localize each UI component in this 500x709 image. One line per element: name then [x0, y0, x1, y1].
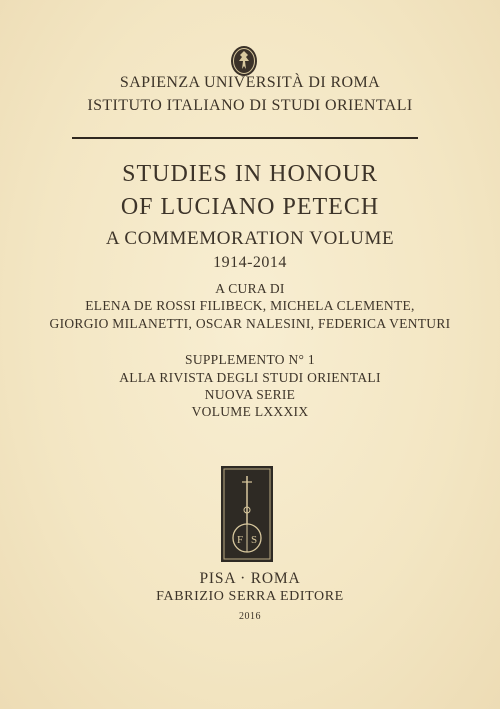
- book-title-line1: STUDIES IN HONOUR: [122, 161, 378, 187]
- editors-line2: GIORGIO MILANETTI, OSCAR NALESINI, FEDERICA VENTURI: [49, 316, 451, 331]
- svg-text:S: S: [250, 534, 258, 546]
- series-line3: NUOVA SERIE: [204, 387, 296, 402]
- series-line2: ALLA RIVISTA DEGLI STUDI ORIENTALI: [119, 370, 381, 385]
- editors-line1: ELENA DE ROSSI FILIBECK, MICHELA CLEMENTE,: [85, 298, 415, 313]
- university-seal-icon: [229, 44, 259, 78]
- publisher-cities: PISA · ROMA: [199, 570, 301, 587]
- editors-intro: A CURA DI: [215, 281, 285, 296]
- series-line4: VOLUME LXXXIX: [191, 404, 309, 419]
- university-name: SAPIENZA UNIVERSITÀ DI ROMA: [119, 74, 381, 91]
- svg-text:F: F: [236, 534, 244, 546]
- publisher-emblem-icon: [221, 466, 273, 562]
- series-line1: SUPPLEMENTO N° 1: [185, 352, 315, 367]
- divider-rule: [72, 137, 418, 139]
- book-title-line2: OF LUCIANO PETECH: [120, 194, 380, 220]
- book-subtitle: A COMMEMORATION VOLUME: [105, 228, 395, 249]
- publication-year: 2016: [239, 611, 261, 622]
- publisher-name: FABRIZIO SERRA EDITORE: [156, 589, 344, 604]
- institute-name: ISTITUTO ITALIANO DI STUDI ORIENTALI: [87, 97, 413, 114]
- book-years: 1914-2014: [213, 254, 287, 271]
